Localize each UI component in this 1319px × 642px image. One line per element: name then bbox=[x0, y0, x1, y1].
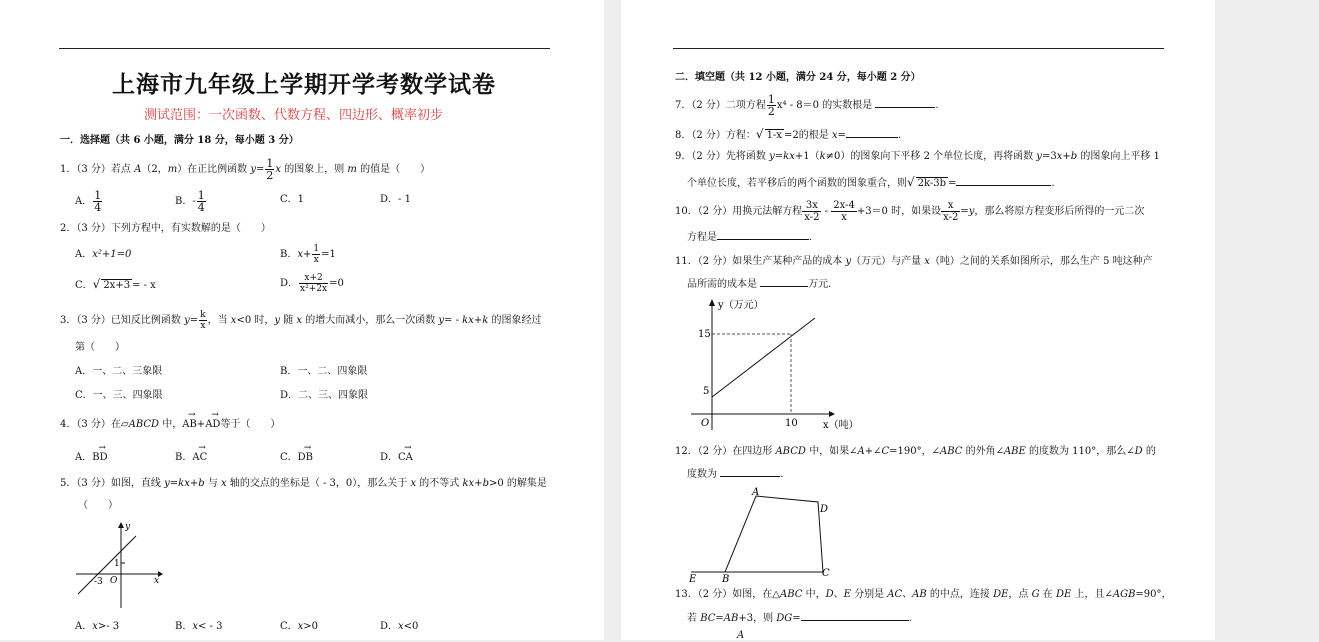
q13-answer-blank[interactable] bbox=[801, 620, 909, 621]
q1-option-c: C．1 bbox=[280, 194, 305, 205]
question-11-line2: 品所需的成本是 万元. bbox=[687, 279, 832, 290]
q11-y5-label: 5 bbox=[703, 386, 710, 397]
q1-option-a: A． $\frac{1}{4}$ bbox=[75, 189, 102, 214]
q12-quad-abcd bbox=[725, 496, 823, 572]
question-10: 10．（2 分）用换元法解方程 $\frac{3x}{x-2}$ - $\frac{2x-4}{x}$ +3＝0 时，如果设 $\frac{x}{x-2}$ =y，那么将原方程变形后所得的一元二次 bbox=[675, 200, 1145, 223]
q12-label-d: D bbox=[820, 504, 829, 515]
q9-answer-blank[interactable] bbox=[956, 185, 1051, 186]
section-choice-heading: 一．选择题（共 6 小题，满分 18 分，每小题 3 分） bbox=[60, 135, 299, 146]
q5-option-b: B．x< - 3 bbox=[175, 621, 223, 632]
question-4: 4．（3 分）在▱ABCD 中，→ AB+→ AD等于（ ） bbox=[60, 419, 280, 431]
question-12-line2: 度数为 . bbox=[687, 469, 784, 480]
q3-option-d: D．二、三、四象限 bbox=[280, 390, 369, 401]
q11-x10-label: 10 bbox=[785, 418, 798, 429]
q12-figure-quadrilateral bbox=[685, 484, 845, 584]
question-11: 11．（2 分）如果生产某种产品的成本 y（万元）与产量 x（吨）之间的关系如图所示，那么生产 5 吨这种产 bbox=[675, 256, 1153, 267]
q5-y-label: y bbox=[125, 522, 131, 532]
document-page-2 bbox=[621, 0, 1215, 640]
q5-origin-label: O bbox=[110, 576, 118, 586]
q5-option-a: A．x>- 3 bbox=[75, 621, 120, 632]
question-3-line2: 第（ ） bbox=[75, 342, 125, 353]
question-5: 5．（3 分）如图，直线 y=kx+b 与 x 轴的交点的坐标是（ - 3，0），那么关于 x 的不等式 kx+b>0 的解集是 bbox=[60, 478, 547, 489]
q4-option-b: B．→ AC bbox=[175, 452, 207, 464]
page-subtitle: 测试范围：一次函数、代数方程、四边形、概率初步 bbox=[144, 108, 444, 123]
question-3: 3．（3 分）已知反比例函数 y= $\frac{k}{x}$ ，当 x<0 时，y 随 x 的增大而减小，那么一次函数 y= - kx+k 的图象经过 bbox=[60, 310, 542, 331]
q7-answer-blank[interactable] bbox=[875, 107, 935, 108]
question-1: 1．（3 分）若点 A（2，m）在正比例函数 y= $\frac{1}{2}$ x 的图象上，则 m 的值是（ ） bbox=[60, 157, 431, 182]
q3-option-b: B．一、二、四象限 bbox=[280, 366, 368, 377]
page-title: 上海市九年级上学期开学考数学试卷 bbox=[112, 71, 496, 98]
q8-answer-blank[interactable] bbox=[846, 137, 898, 138]
q11-origin-label: O bbox=[701, 418, 710, 429]
header-rule bbox=[59, 48, 550, 49]
q12-label-a: A bbox=[752, 487, 760, 498]
question-7: 7．（2 分）二项方程 $\frac{1}{2}$ x⁴ - 8＝0 的实数根是 . bbox=[675, 93, 939, 118]
q4-option-c: C．→ DB bbox=[280, 452, 313, 464]
q1-option-d: D．- 1 bbox=[380, 194, 411, 205]
q4-option-a: A．→ BD bbox=[75, 452, 108, 464]
page-gap bbox=[604, 0, 621, 640]
q13-figure-label-a: A bbox=[737, 630, 745, 641]
q11-figure-cost-graph bbox=[683, 294, 859, 436]
question-8: 8．（2 分）方程：√ 1-x =2的根是 x= . bbox=[675, 127, 902, 141]
question-9: 9．（2 分）先将函数 y=kx+1（k≠0）的图象向下平移 2 个单位长度，再将函数 y=3x+b 的图象向上平移 1 bbox=[675, 151, 1160, 162]
document-page-1 bbox=[0, 0, 604, 640]
q5-neg3-label: -3 bbox=[94, 577, 103, 587]
q5-y-arrow bbox=[118, 522, 124, 528]
q12-answer-blank[interactable] bbox=[720, 476, 780, 477]
q11-y-arrow bbox=[709, 299, 715, 306]
q3-option-c: C．一、三、四象限 bbox=[75, 390, 163, 401]
q11-y-label: y（万元） bbox=[718, 300, 764, 311]
question-5-line2: （ ） bbox=[78, 500, 118, 511]
q2-option-a: A．x²+1=0 bbox=[75, 249, 132, 260]
section-fill-heading: 二．填空题（共 12 小题，满分 24 分，每小题 2 分） bbox=[675, 72, 921, 83]
q2-option-b: B．x+ $\frac{1}{x}$ =1 bbox=[280, 244, 336, 265]
q11-cost-line bbox=[712, 318, 815, 397]
q11-answer-blank[interactable] bbox=[760, 286, 808, 287]
q4-option-d: D．→ CA bbox=[380, 452, 413, 464]
q3-option-a: A．一、二、三象限 bbox=[75, 366, 163, 377]
q11-y15-label: 15 bbox=[698, 329, 711, 340]
q12-label-e: E bbox=[689, 574, 697, 585]
q11-x-arrow bbox=[829, 411, 835, 417]
q5-figure-line-graph bbox=[72, 518, 167, 613]
q5-one-label: 1 bbox=[114, 559, 120, 569]
q5-x-label: x bbox=[154, 576, 160, 586]
q11-x-label: x（吨） bbox=[823, 420, 859, 431]
q5-line bbox=[78, 536, 136, 594]
q10-answer-blank[interactable] bbox=[717, 239, 809, 240]
question-9-line2: 个单位长度，若平移后的两个函数的图象重合，则√ 2k-3b = . bbox=[687, 175, 1055, 189]
question-13-line2: 若 BC=AB+3，则 DG= . bbox=[687, 613, 912, 624]
q5-option-c: C．x>0 bbox=[280, 621, 319, 632]
q12-label-c: C bbox=[822, 568, 830, 579]
q2-option-c: C．√ 2x+3 = - x bbox=[75, 277, 156, 291]
question-2: 2．（3 分）下列方程中，有实数解的是（ ） bbox=[60, 223, 271, 234]
q2-option-d: D． $\frac{x+2}{\text{x²+2x}}$ =0 bbox=[280, 273, 344, 294]
q1-option-b: B．- $\frac{1}{4}$ bbox=[175, 189, 205, 214]
question-10-line2: 方程是 . bbox=[687, 232, 813, 243]
question-13: 13．（2 分）如图，在△ABC 中，D、E 分别是 AC、AB 的中点，连接 DE，点 G 在 DE 上，且∠AGB=90°， bbox=[675, 589, 1172, 600]
q5-option-d: D．x<0 bbox=[380, 621, 419, 632]
header-rule bbox=[673, 48, 1164, 49]
question-12: 12．（2 分）在四边形 ABCD 中，如果∠A+∠C=190°，∠ABC 的外角∠ABE 的度数为 110°，那么∠D 的 bbox=[675, 446, 1156, 457]
q12-label-b: B bbox=[722, 574, 730, 585]
